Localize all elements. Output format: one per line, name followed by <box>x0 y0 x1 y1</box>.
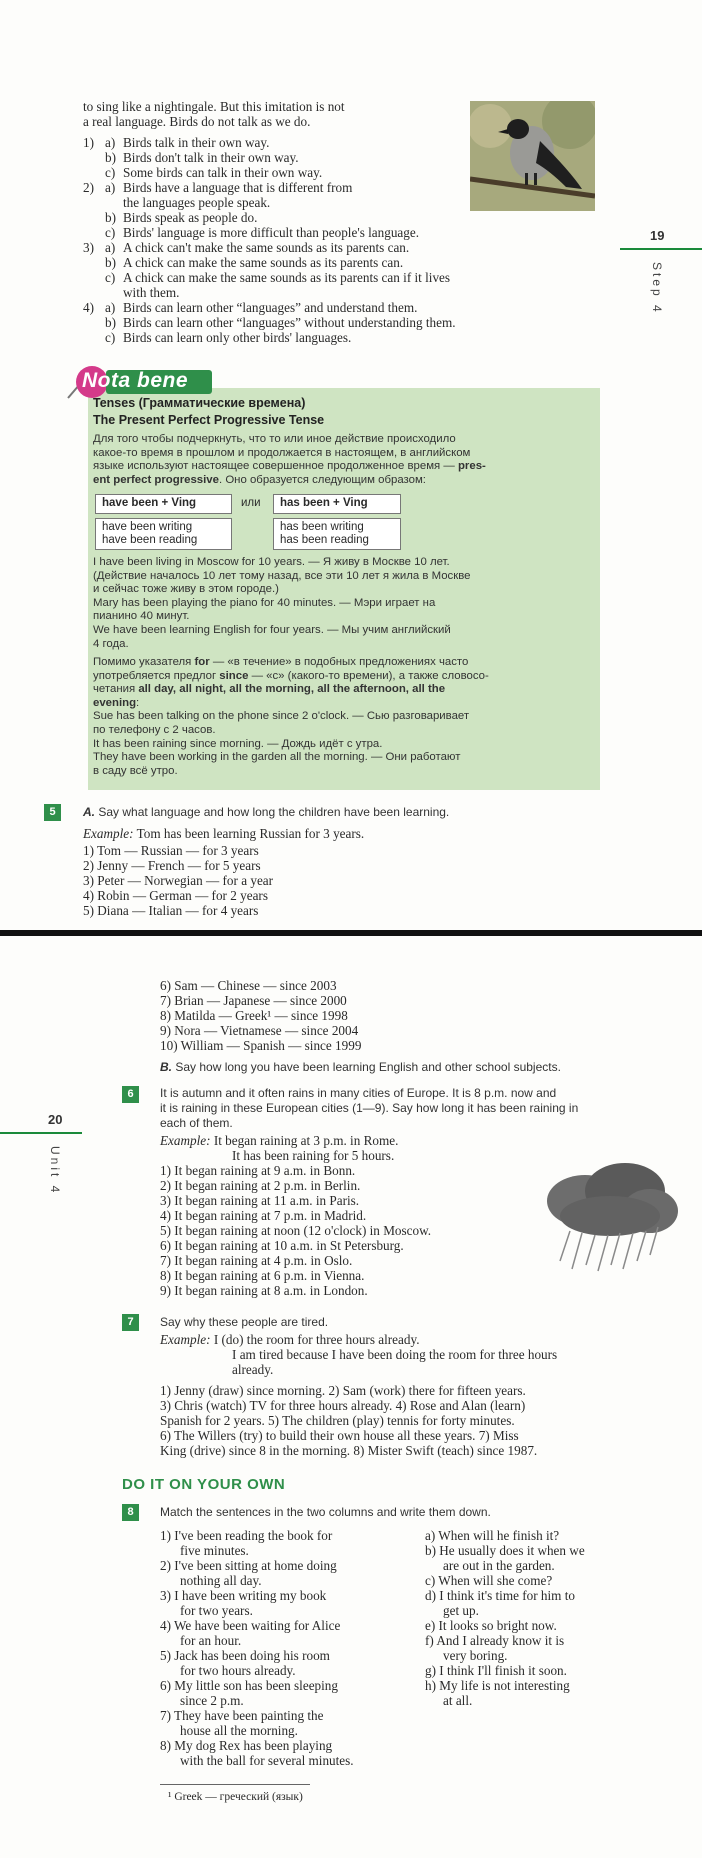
options-list: 1) a) Birds talk in their own way. b) Birds don't talk in their own way. c) Some birds can talk in their own way. 2) a) Birds have a language that is different from the languages people speak. b) Birds speak as people do. c) Birds' language is more difficult than people's language. 3) a) A chick can't make the same sounds as its parents can. b) A chick can make the same sounds as its parents can. c) A chick can make the same sounds as its parents can if it lives with them. 4) a) Birds can learn other “languages” and understand them. b) Birds can learn other “languages” without understanding them. c) Birds can learn only other birds' languages. <box>83 135 456 345</box>
nb-title-ppp: The Present Perfect Progressive Tense <box>93 413 325 427</box>
task-5-instruction: A. Say what language and how long the children have been learning. <box>83 805 450 819</box>
nb-pointer: Помимо указателя for — «в течение» в подобных предложениях часто употребляется предлог since — «с» (какого-то времени), а также словосо- четания all day, all night, all the morning, all the afternoon, all the evening: Sue has been talking on the phone since 2 o'clock. — Сью разговаривает по телефону с 2 часов. It has been raining since morning. — Дождь идёт с утра. They have been working in the garden all the morning. — Они работают в саду всё утро. <box>93 656 489 777</box>
page-number: 19 <box>650 228 665 243</box>
task-7-badge: 7 <box>122 1314 139 1331</box>
task-5-badge: 5 <box>44 804 61 821</box>
task-7-body: Example: I (do) the room for three hours already. I am tired because I have been doing the room for three hours already. 1) Jenny (draw) since morning. 2) Sam (work) there for fifteen years. 3) Chris (watch) TV for three hours already. 4) Rose and Alan (learn) Spanish for 2 years. 5) The children (play) tennis for forty minutes. 6) The Willers (try) to build their own house all these years. 7) Miss King (drive) since 8 in the morning. 8) Mister Swift (teach) since 1987. <box>160 1332 558 1458</box>
task-7-instruction: Say why these people are tired. <box>160 1315 329 1329</box>
footnote: ¹ Greek — греческий (язык) <box>168 1791 303 1803</box>
nb-title-tenses: Tenses (Грамматические времена) <box>93 396 306 410</box>
formula-have-head: have been + Ving <box>95 494 232 514</box>
margin-label: Unit 4 <box>48 1146 62 1196</box>
nb-description: Для того чтобы подчеркнуть, что то или иное действие происходило какое-то время в прошлом и продолжается в настоящем, в английском языке используют настоящее совершенное продолженное время — pres- ent perfect progressive. Оно образуется следующим образом: <box>93 433 486 486</box>
rain-cloud-icon <box>540 1161 680 1276</box>
task-6-body: Example: It began raining at 3 p.m. in Rome. It has been raining for 5 hours. 1) It began raining at 9 a.m. in Bonn. 2) It began raining at 2 p.m. in Berlin. 3) It began raining at 11 a.m. in Paris. 4) It began raining at 7 p.m. in Madrid. 5) It began raining at noon (12 o'clock) in Moscow. 6) It began raining at 10 a.m. in St Petersburg. 7) It began raining at 4 p.m. in Oslo. 8) It began raining at 6 p.m. in Vienna. 9) It began raining at 8 a.m. in London. <box>160 1133 432 1298</box>
task-5b: B. Say how long you have been learning English and other school subjects. <box>160 1060 561 1074</box>
page-20 <box>0 936 702 1858</box>
page-tab-line <box>620 248 702 250</box>
formula-or: или <box>241 497 261 509</box>
task-8-badge: 8 <box>122 1504 139 1521</box>
page-tab-line <box>0 1132 82 1134</box>
task-5-body: Example: Tom has been learning Russian for 3 years. 1) Tom — Russian — for 3 years 2) Jenny — French — for 5 years 3) Peter — Norwegian — for a year 4) Robin — German — for 2 years 5) Diana — Italian — for 4 years <box>83 826 365 918</box>
margin-label: Step 4 <box>650 262 664 315</box>
formula-has-rows: has been writing has been reading <box>273 518 401 550</box>
section-heading: DO IT ON YOUR OWN <box>122 1476 286 1493</box>
nb-examples: I have been living in Moscow for 10 years. — Я живу в Москве 10 лет. (Действие началось 10 лет тому назад, все эти 10 лет я жила в Москве и сейчас тоже живу в этом городе.) Mary has been playing the piano for 40 minutes. — Мэри играет на пианино 40 минут. We have been learning English for four years. — Мы учим английский 4 года. <box>93 556 471 650</box>
rain-cloud-illustration <box>540 1161 680 1276</box>
intro-text: to sing like a nightingale. But this imitation is not a real language. Birds do not talk as we do. <box>83 99 345 129</box>
nota-bene-titles <box>93 396 324 427</box>
task-5-continued: 6) Sam — Chinese — since 2003 7) Brian — Japanese — since 2000 8) Matilda — Greek¹ — since 1998 9) Nora — Vietnamese — since 2004 10) William — Spanish — since 1999 <box>160 978 362 1053</box>
task-6-instruction: It is autumn and it often rains in many cities of Europe. It is 8 p.m. now and it is raining in these European cities (1—9). Say how long it has been raining in each of them. <box>160 1086 579 1130</box>
formula-have-rows: have been writing have been reading <box>95 518 232 550</box>
task-8-right-column: a) When will he finish it? b) He usually does it when we are out in the garden. c) When will she come? d) I think it's time for him to get up. e) It looks so bright now. f) And I already know it is very boring. g) I think I'll finish it soon. h) My life is not interesting at all. <box>425 1528 585 1708</box>
task-8-instruction: Match the sentences in the two columns and write them down. <box>160 1505 491 1519</box>
crow-illustration <box>470 101 595 211</box>
task-8-left-column: 1) I've been reading the book for five minutes. 2) I've been sitting at home doing nothing all day. 3) I have been writing my book for two years. 4) We have been waiting for Alice for an hour. 5) Jack has been doing his room for two hours already. 6) My little son has been sleeping since 2 p.m. 7) They have been painting the house all the morning. 8) My dog Rex has been playing with the ball for several minutes. <box>160 1528 354 1768</box>
crow-photo <box>470 101 595 211</box>
footnote-rule <box>160 1784 310 1785</box>
formula-has-head: has been + Ving <box>273 494 401 514</box>
page-number: 20 <box>48 1112 63 1127</box>
task-6-badge: 6 <box>122 1086 139 1103</box>
nota-bene-logo-text: Nota bene <box>82 369 189 392</box>
